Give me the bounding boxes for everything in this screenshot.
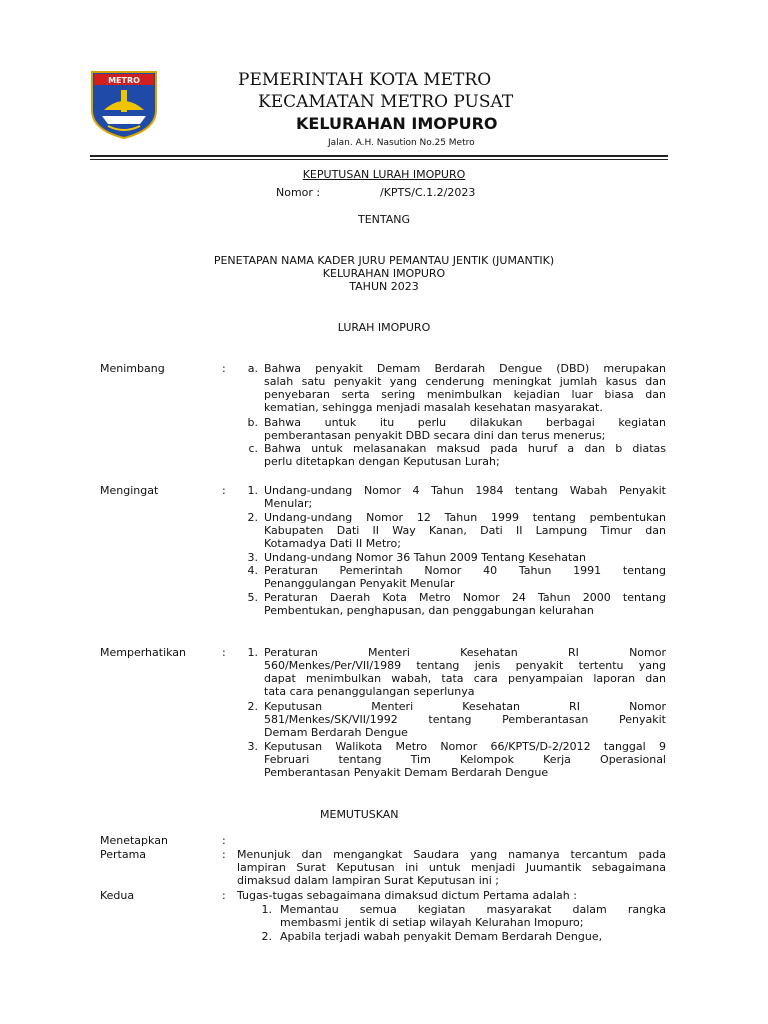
emblem-label: METRO bbox=[108, 76, 140, 85]
menimbang-item-line: Bahwa untuk itu perlu dilakukan berbagai kegiatan bbox=[264, 415, 666, 429]
menimbang-label: Menimbang bbox=[100, 362, 165, 375]
kedua-intro: Tugas-tugas sebagaimana dimaksud dictum Pertama adalah : bbox=[237, 889, 577, 902]
kop-line-2: KECAMATAN METRO PUSAT bbox=[258, 92, 514, 112]
memperhatikan-item-line: 560/Menkes/Per/VII/1989 tentang jenis penyakit tertentu yang bbox=[264, 659, 666, 672]
kop-address: Jalan. A.H. Nasution No.25 Metro bbox=[328, 138, 475, 148]
mengingat-item-number: 5. bbox=[247, 591, 258, 605]
memperhatikan-label: Memperhatikan bbox=[100, 646, 187, 659]
memperhatikan-item-line: Demam Berdarah Dengue bbox=[264, 725, 408, 739]
memperhatikan-item-text bbox=[264, 700, 666, 739]
pertama-text bbox=[237, 848, 666, 887]
pertama-line: lampiran Surat Keputusan ini untuk menjadi Juumantik sebagaimana bbox=[237, 861, 666, 874]
memperhatikan-item-line: Februari tentang Tim Kelompok Kerja Operasional bbox=[264, 752, 666, 766]
memperhatikan-item-number: 2. bbox=[247, 699, 258, 713]
memperhatikan-item-text bbox=[264, 740, 666, 779]
menimbang-item-text bbox=[264, 416, 666, 442]
menimbang-item-line: pemberantasan penyakit DBD secara dini dan terus menerus; bbox=[264, 428, 606, 442]
mengingat-item-line: Kotamadya Dati II Metro; bbox=[264, 536, 401, 550]
mengingat-item-number: 2. bbox=[247, 510, 258, 524]
kedua-item-text bbox=[280, 903, 666, 929]
menimbang-item-line: penyebaran serta sering menimbulkan kejadian luar biasa dan bbox=[264, 388, 666, 401]
mengingat-item-text bbox=[264, 551, 666, 564]
mengingat-item-line: Undang-undang Nomor 12 Tahun 1999 tentang pembentukan bbox=[264, 510, 666, 524]
memperhatikan-item-text bbox=[264, 646, 666, 698]
menimbang-item-number: c. bbox=[248, 442, 258, 456]
mengingat-item-line: Undang-undang Nomor 36 Tahun 2009 Tentang Kesehatan bbox=[264, 551, 587, 564]
kedua-item-text bbox=[280, 930, 666, 943]
menimbang-item-number: b. bbox=[247, 415, 258, 429]
nomor-label: Nomor : bbox=[276, 186, 321, 199]
mengingat-item-line: Kabupaten Dati II Way Kanan, Dati II Lampung Timur dan bbox=[264, 523, 666, 537]
menimbang-item-line: salah satu penyakit yang cenderung meningkat jumlah kasus dan bbox=[264, 375, 666, 388]
kedua-item-line: membasmi jentik di setiap wilayah Kelurahan Imopuro; bbox=[280, 916, 584, 929]
memperhatikan-item-line: tata cara penanggulangan seperlunya bbox=[264, 685, 475, 698]
memperhatikan-item-number: 3. bbox=[247, 739, 258, 753]
kedua-label: Kedua bbox=[100, 889, 135, 902]
official-title: LURAH IMOPURO bbox=[337, 321, 431, 334]
mengingat-item-text bbox=[264, 591, 666, 617]
mengingat-item-line: Undang-undang Nomor 4 Tahun 1984 tentang Wabah Penyakit bbox=[264, 484, 666, 497]
header-rule-thin bbox=[90, 159, 668, 160]
menimbang-item-line: kematian, sehingga menjadi masalah kesehatan masyarakat. bbox=[264, 401, 603, 414]
menimbang-item-number: a. bbox=[247, 362, 258, 375]
menimbang-colon: : bbox=[222, 362, 226, 375]
memperhatikan-item-line: Pemberantasan Penyakit Demam Berdarah Dengue bbox=[264, 765, 549, 779]
mengingat-item-line: Pembentukan, penghapusan, dan penggabungan kelurahan bbox=[264, 604, 594, 618]
mengingat-item-number: 3. bbox=[247, 551, 258, 564]
memperhatikan-item-line: Keputusan Menteri Kesehatan RI Nomor bbox=[264, 699, 666, 713]
mengingat-label: Mengingat bbox=[100, 484, 159, 497]
header-rule-thick bbox=[90, 155, 668, 157]
menimbang-item-line: Bahwa penyakit Demam Berdarah Dengue (DBD) merupakan bbox=[264, 362, 666, 375]
menetapkan-label: Menetapkan bbox=[100, 834, 168, 847]
memperhatikan-item-line: Peraturan Menteri Kesehatan RI Nomor bbox=[264, 646, 666, 659]
menimbang-item-line: perlu ditetapkan dengan Keputusan Lurah; bbox=[264, 455, 500, 469]
memperhatikan-item-line: dapat menimbulkan wabah, tata cara penyampaian laporan dan bbox=[264, 672, 666, 685]
mengingat-item-text bbox=[264, 511, 666, 550]
metro-city-emblem bbox=[90, 70, 158, 140]
mengingat-item-text bbox=[264, 564, 666, 590]
mengingat-item-number: 4. bbox=[247, 564, 258, 578]
memperhatikan-colon: : bbox=[222, 646, 226, 659]
mengingat-item-number: 1. bbox=[247, 484, 258, 497]
tentang-heading: TENTANG bbox=[357, 213, 411, 226]
subject-line-2: KELURAHAN IMOPURO bbox=[322, 267, 446, 280]
kedua-item-number: 1. bbox=[261, 903, 272, 916]
kedua-colon: : bbox=[222, 889, 226, 902]
memperhatikan-item-number: 1. bbox=[247, 646, 258, 659]
kedua-item-number: 2. bbox=[261, 929, 272, 943]
pertama-colon: : bbox=[222, 848, 226, 861]
mengingat-item-text bbox=[264, 484, 666, 510]
nomor-value: /KPTS/C.1.2/2023 bbox=[380, 186, 476, 199]
memperhatikan-item-line: 581/Menkes/SK/VII/1992 tentang Pemberantasan Penyakit bbox=[264, 712, 666, 726]
menimbang-item-text bbox=[264, 442, 666, 468]
kedua-item-line: Memantau semua kegiatan masyarakat dalam rangka bbox=[280, 903, 666, 916]
subject-line-3: TAHUN 2023 bbox=[349, 280, 419, 293]
menetapkan-colon: : bbox=[222, 834, 226, 847]
mengingat-colon: : bbox=[222, 484, 226, 497]
pertama-line: dimaksud dalam lampiran Surat Keputusan ini ; bbox=[237, 874, 499, 887]
decree-heading: KEPUTUSAN LURAH IMOPURO bbox=[302, 168, 466, 181]
kop-line-3: KELURAHAN IMOPURO bbox=[296, 114, 498, 133]
subject-line-1: PENETAPAN NAMA KADER JURU PEMANTAU JENTIK (JUMANTIK) bbox=[213, 254, 555, 267]
menimbang-item-text bbox=[264, 362, 666, 414]
mengingat-item-line: Menular; bbox=[264, 497, 313, 510]
pertama-line: Menunjuk dan mengangkat Saudara yang namanya tercantum pada bbox=[237, 848, 666, 861]
kop-line-1: PEMERINTAH KOTA METRO bbox=[238, 70, 492, 90]
mengingat-item-line: Peraturan Pemerintah Nomor 40 Tahun 1991 tentang bbox=[264, 564, 666, 578]
menimbang-item-line: Bahwa untuk melasanakan maksud pada huruf a dan b diatas bbox=[264, 442, 666, 456]
memutuskan-heading: MEMUTUSKAN bbox=[320, 808, 399, 821]
mengingat-item-line: Peraturan Daerah Kota Metro Nomor 24 Tahun 2000 tentang bbox=[264, 591, 666, 605]
memperhatikan-item-line: Keputusan Walikota Metro Nomor 66/KPTS/D-2/2012 tanggal 9 bbox=[264, 739, 666, 753]
pertama-label: Pertama bbox=[100, 848, 147, 861]
kedua-item-line: Apabila terjadi wabah penyakit Demam Berdarah Dengue, bbox=[280, 929, 603, 943]
mengingat-item-line: Penanggulangan Penyakit Menular bbox=[264, 577, 455, 591]
